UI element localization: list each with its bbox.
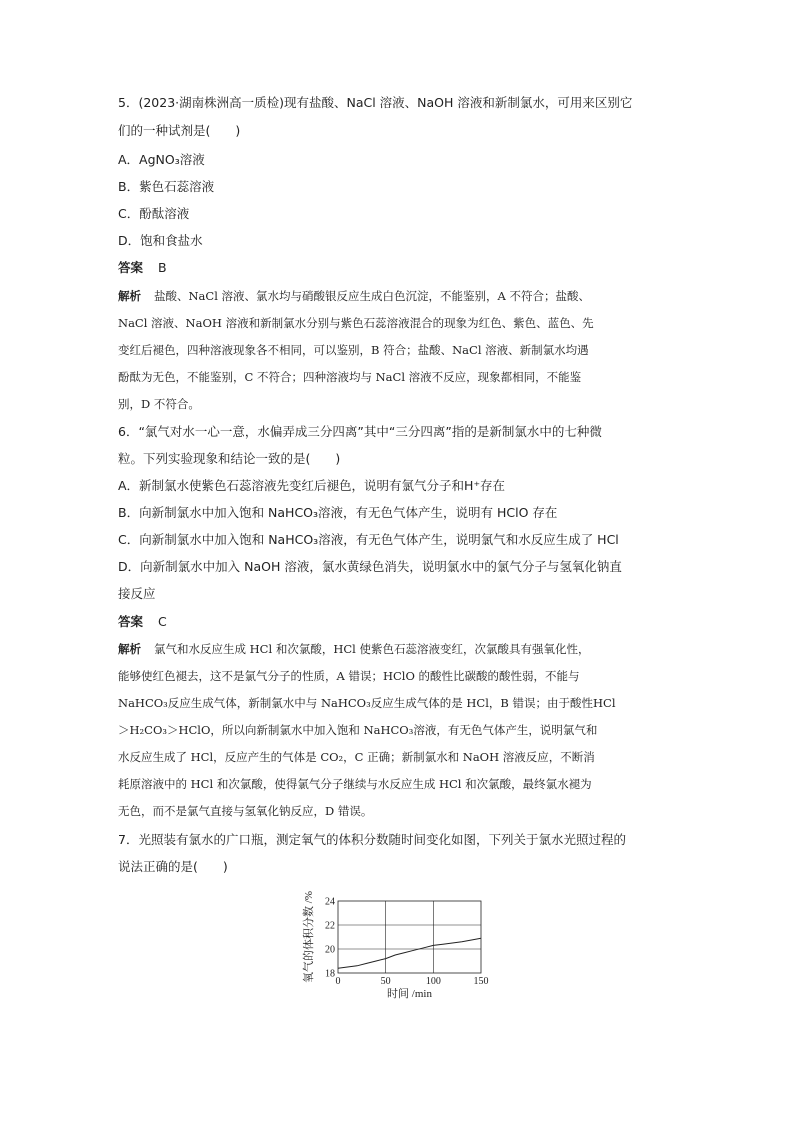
q6-analysis-line-2: 能够使红色褪去，这不是氯气分子的性质，A 错误；HClO 的酸性比碳酸的酸性弱，不能与 (118, 669, 580, 683)
q6-analysis-line-4: ＞H₂CO₃＞HClO，所以向新制氯水中加入饱和 NaHCO₃溶液，有无色气体产生，说明氯气和 (118, 723, 598, 737)
q6-option-d-line-2: 接反应 (118, 586, 156, 601)
q5-option-a: A．AgNO₃溶液 (118, 152, 205, 167)
chart-y-tick-label: 24 (325, 896, 335, 908)
q5-option-b: B．紫色石蕊溶液 (118, 179, 215, 194)
chart-y-tick-label: 18 (325, 968, 335, 980)
chart-x-axis-label: 时间 /min (387, 988, 432, 1000)
q6-option-d-line-1: D．向新制氯水中加入 NaOH 溶液，氯水黄绿色消失，说明氯水中的氯气分子与氢氧化钠直 (118, 559, 622, 574)
q6-answer-value: C (157, 614, 167, 629)
q6-analysis-label: 解析 (118, 642, 141, 656)
q5-analysis-line-5: 别，D 不符合。 (118, 397, 200, 411)
q6-stem-line-1: 6．“氯气对水一心一意，水偏弄成三分四离”其中“三分四离”指的是新制氯水中的七种微 (118, 424, 602, 439)
chart-x-ticks (336, 976, 489, 987)
oxygen-fraction-chart (300, 886, 500, 1006)
q6-analysis-line-6: 耗原溶液中的 HCl 和次氯酸，使得氯气分子继续与水反应生成 HCl 和次氯酸，最终氯水褪为 (118, 777, 592, 791)
q6-option-c: C．向新制氯水中加入饱和 NaHCO₃溶液，有无色气体产生，说明氯气和水反应生成了 HCl (118, 532, 619, 547)
q5-stem-line-1: 5．(2023·湖南株洲高一质检)现有盐酸、NaCl 溶液、NaOH 溶液和新制氯水，可用来区别它 (118, 95, 633, 110)
q6-analysis-line-5: 水反应生成了 HCl，反应产生的气体是 CO₂，C 正确；新制氯水和 NaOH 溶液反应，不断消 (118, 750, 595, 764)
chart-series-line (338, 938, 481, 968)
q6-stem-line-2: 粒。下列实验现象和结论一致的是( ) (118, 451, 341, 466)
chart-x-tick-label: 100 (425, 976, 441, 987)
chart-y-tick-label: 20 (325, 944, 335, 956)
q6-analysis-line-7: 无色，而不是氯气直接与氢氧化钠反应，D 错误。 (118, 804, 373, 818)
q6-analysis-text: 氯气和水反应生成 HCl 和次氯酸，HCl 使紫色石蕊溶液变红，次氯酸具有强氧化性， (154, 642, 590, 656)
chart-x-tick-label: 50 (380, 976, 391, 987)
chart-x-tick-label: 0 (335, 976, 341, 987)
q7-stem-line-2: 说法正确的是( ) (118, 859, 228, 874)
chart-y-axis-label: 氧气的体积分数 /% (303, 891, 315, 983)
q6-analysis-line-3: NaHCO₃反应生成气体，新制氯水中与 NaHCO₃反应生成气体的是 HCl，B 错误；由于酸性HCl (118, 696, 616, 710)
q5-answer (118, 259, 167, 277)
q5-option-d: D．饱和食盐水 (118, 233, 203, 248)
q7-stem-line-1: 7．光照装有氯水的广口瓶，测定氧气的体积分数随时间变化如图，下列关于氯水光照过程的 (118, 832, 626, 847)
chart-y-ticks (325, 897, 335, 980)
q6-analysis-line-1 (118, 640, 589, 658)
q5-option-c: C．酚酞溶液 (118, 206, 190, 221)
q5-analysis-text: 盐酸、NaCl 溶液、氯水均与硝酸银反应生成白色沉淀，不能鉴别，A 不符合；盐酸、 (154, 289, 591, 303)
q5-answer-label: 答案 (118, 260, 144, 275)
q5-stem-line-2: 们的一种试剂是( ) (118, 123, 241, 138)
chart-y-tick-label: 22 (325, 920, 335, 932)
q6-option-a: A．新制氯水使紫色石蕊溶液先变红后褪色，说明有氯气分子和H⁺存在 (118, 478, 506, 493)
q6-answer (118, 613, 167, 631)
q5-analysis-label: 解析 (118, 289, 141, 303)
chart-grid (338, 901, 481, 973)
q5-analysis-line-4: 酚酞为无色，不能鉴别，C 不符合；四种溶液均与 NaCl 溶液不反应，现象都相同，不能鉴 (118, 370, 582, 384)
q5-analysis-line-3: 变红后褪色，四种溶液现象各不相同，可以鉴别，B 符合；盐酸、NaCl 溶液、新制氯水均遇 (118, 343, 589, 357)
q5-analysis-line-2: NaCl 溶液、NaOH 溶液和新制氯水分别与紫色石蕊溶液混合的现象为红色、紫色、蓝色、先 (118, 316, 594, 330)
q6-answer-label: 答案 (118, 614, 144, 629)
q5-answer-value: B (157, 260, 167, 275)
q6-option-b: B．向新制氯水中加入饱和 NaHCO₃溶液，有无色气体产生，说明有 HClO 存在 (118, 505, 558, 520)
chart-x-tick-label: 150 (473, 976, 489, 987)
chart-plot-frame (338, 901, 481, 973)
q5-analysis-line-1 (118, 287, 590, 305)
chart-series-layer (338, 938, 481, 968)
